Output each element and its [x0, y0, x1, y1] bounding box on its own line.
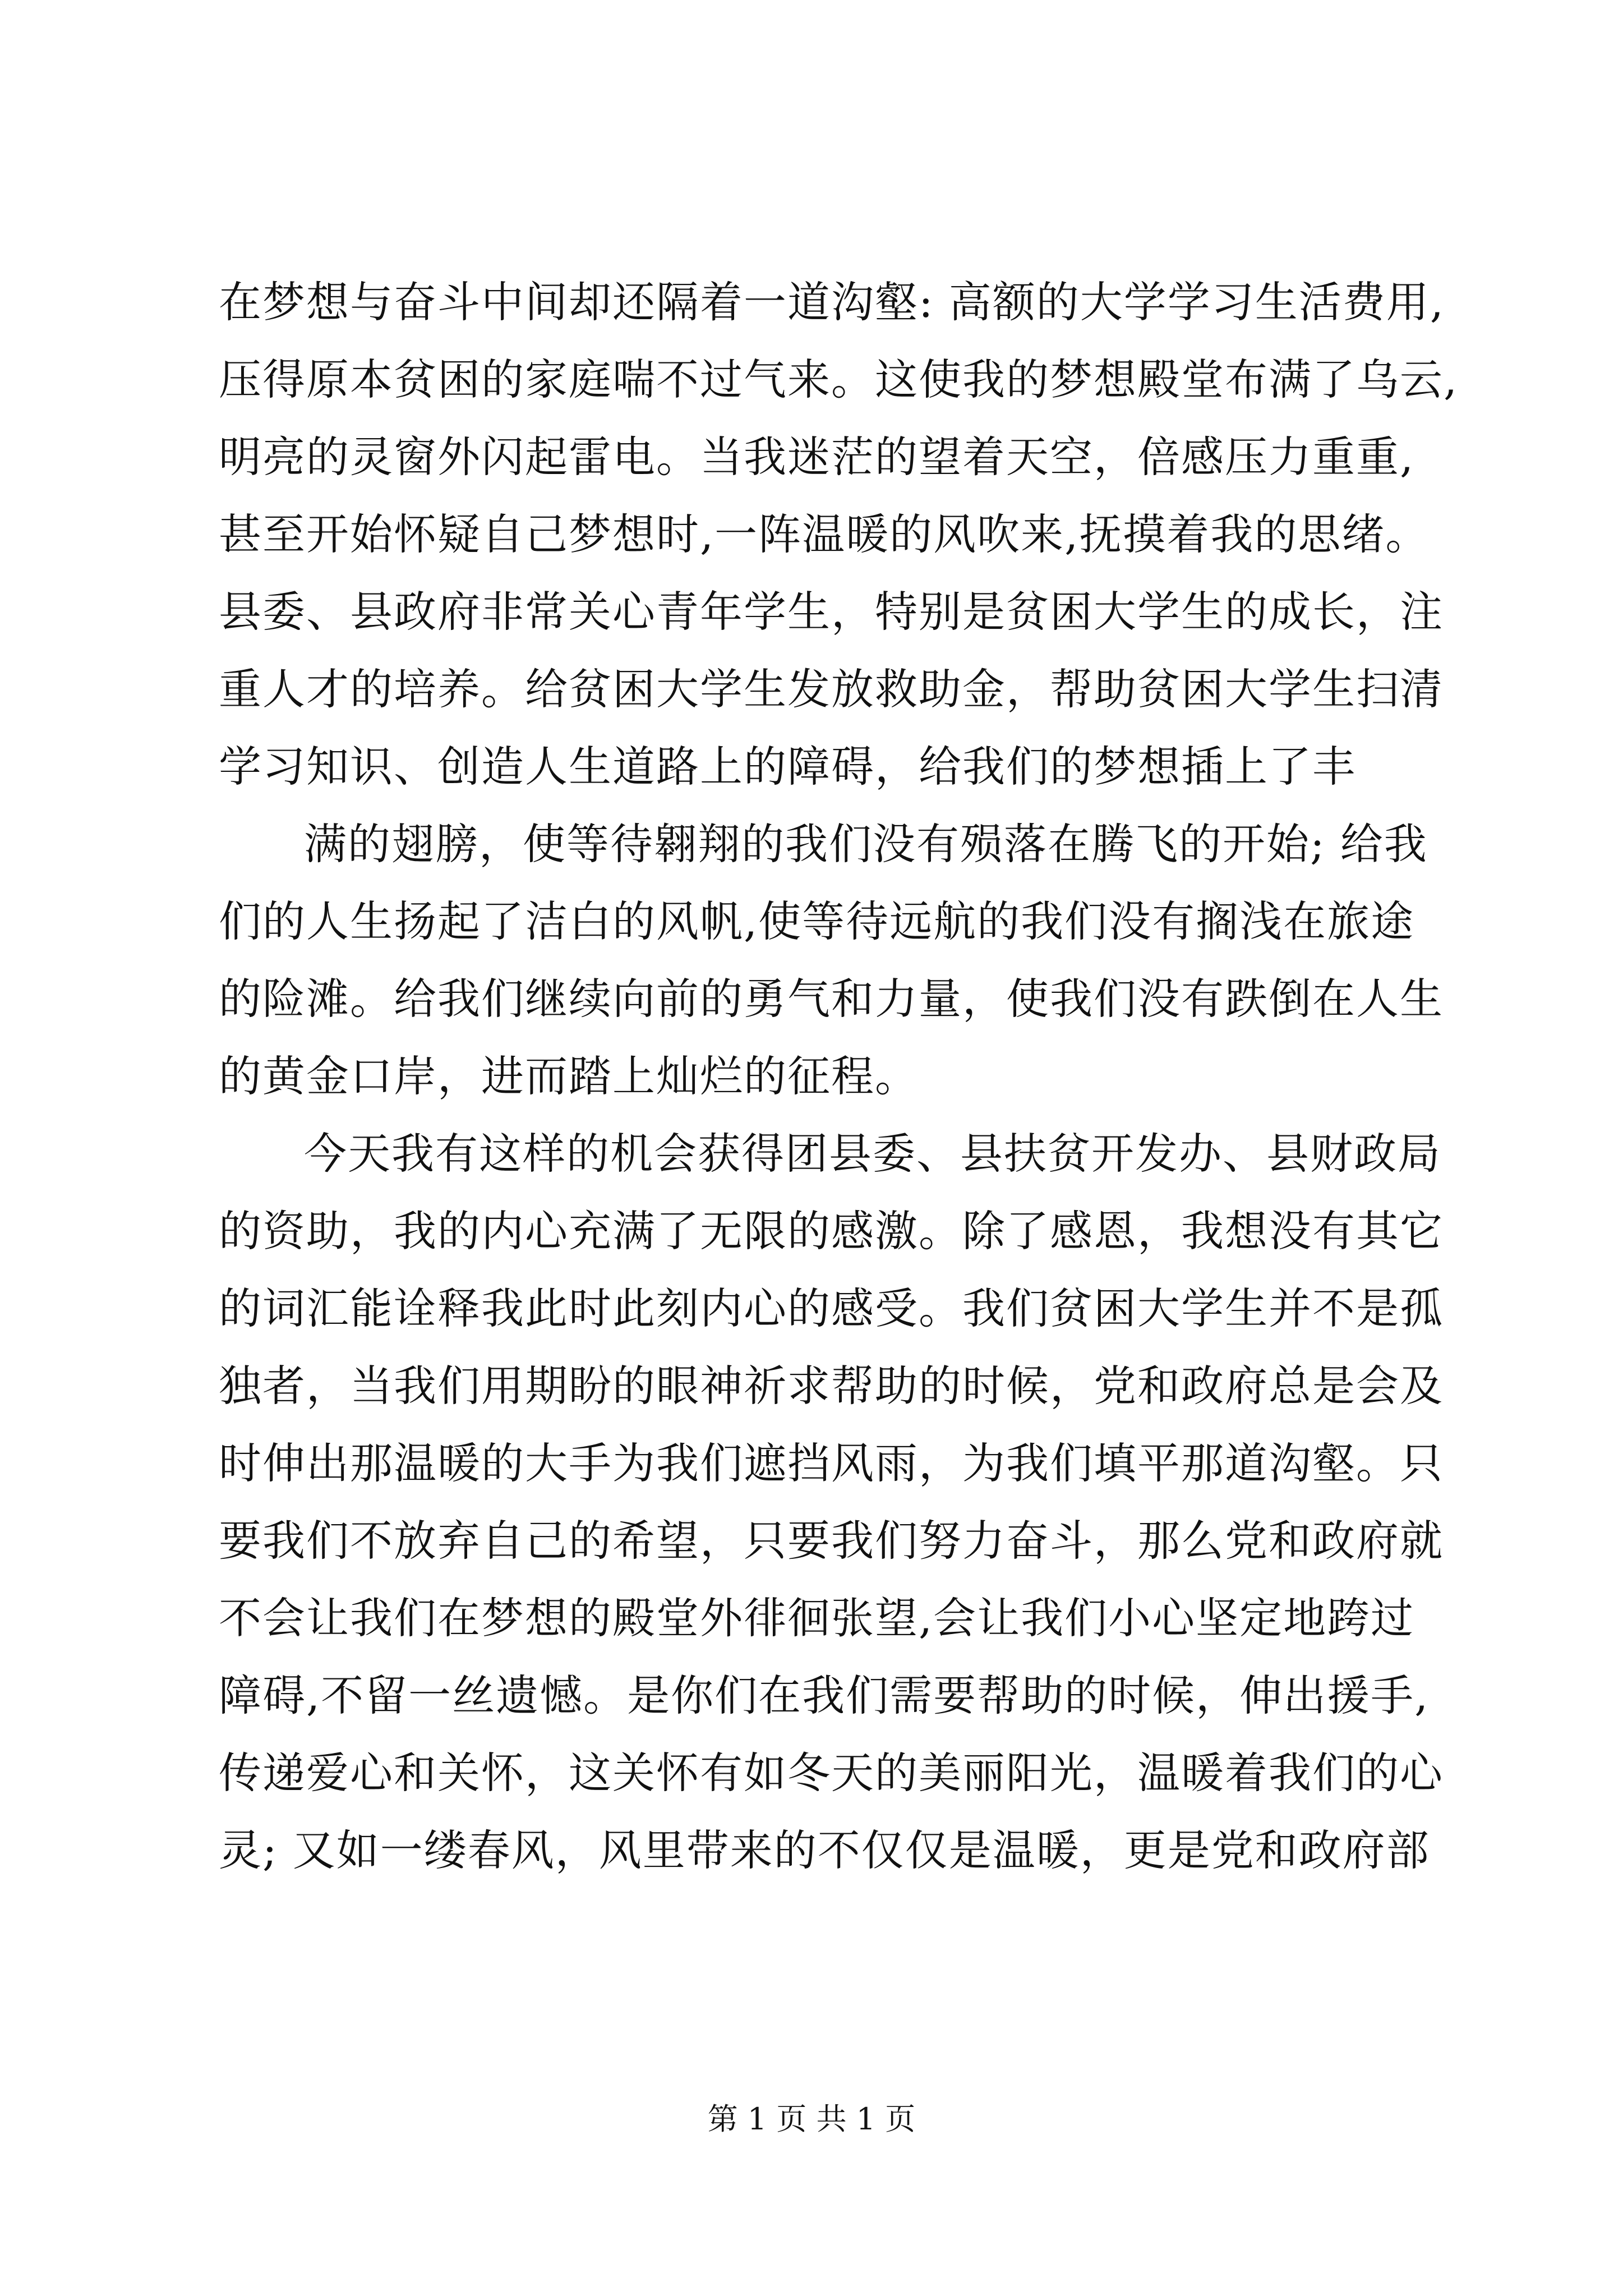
- text-line: 县委、县政府非常关心青年学生，特别是贫困大学生的成长，注: [219, 587, 1444, 637]
- text-line: 要我们不放弃自己的希望，只要我们努力奋斗，那么党和政府就: [219, 1516, 1444, 1566]
- text-line: 今天我有这样的机会获得团县委、县扶贫开发办、县财政局: [304, 1129, 1441, 1179]
- text-line: 的黄金口岸，进而踏上灿烂的征程。: [219, 1051, 919, 1101]
- text-line: 的词汇能诠释我此时此刻内心的感受。我们贫困大学生并不是孤: [219, 1283, 1444, 1333]
- text-line: 甚至开始怀疑自己梦想时,一阵温暖的风吹来,抚摸着我的思绪。: [219, 509, 1430, 559]
- text-line: 满的翅膀，使等待翱翔的我们没有殒落在腾飞的开始; 给我: [304, 819, 1428, 869]
- text-line: 不会让我们在梦想的殿堂外徘徊张望,会让我们小心坚定地跨过: [219, 1593, 1415, 1643]
- text-line: 们的人生扬起了洁白的风帆,使等待远航的我们没有搁浅在旅途: [219, 896, 1415, 946]
- text-line: 时伸出那温暖的大手为我们遮挡风雨，为我们填平那道沟壑。只: [219, 1438, 1444, 1488]
- text-line: 压得原本贫困的家庭喘不过气来。这使我的梦想殿堂布满了乌云,: [219, 355, 1459, 404]
- text-line: 灵; 又如一缕春风，风里带来的不仅仅是温暖，更是党和政府部: [219, 1825, 1430, 1875]
- text-line: 明亮的灵窗外闪起雷电。当我迷茫的望着天空，倍感压力重重,: [219, 432, 1415, 482]
- text-line: 独者，当我们用期盼的眼神祈求帮助的时候，党和政府总是会及: [219, 1361, 1444, 1411]
- text-line: 重人才的培养。给贫困大学生发放救助金，帮助贫困大学生扫清: [219, 664, 1444, 714]
- text-line: 传递爱心和关怀，这关怀有如冬天的美丽阳光，温暖着我们的心: [219, 1748, 1444, 1798]
- text-line: 学习知识、创造人生道路上的障碍，给我们的梦想插上了丰: [219, 742, 1356, 792]
- text-line: 的险滩。给我们继续向前的勇气和力量，使我们没有跌倒在人生: [219, 974, 1444, 1024]
- page-number-footer: 第 1 页 共 1 页: [707, 2101, 916, 2137]
- text-line: 障碍,不留一丝遗憾。是你们在我们需要帮助的时候，伸出援手,: [219, 1671, 1430, 1720]
- document-body: [219, 264, 1459, 1889]
- text-line: 的资助，我的内心充满了无限的感激。除了感恩，我想没有其它: [219, 1206, 1444, 1256]
- text-line: 在梦想与奋斗中间却还隔着一道沟壑: 高额的大学学习生活费用,: [219, 277, 1445, 327]
